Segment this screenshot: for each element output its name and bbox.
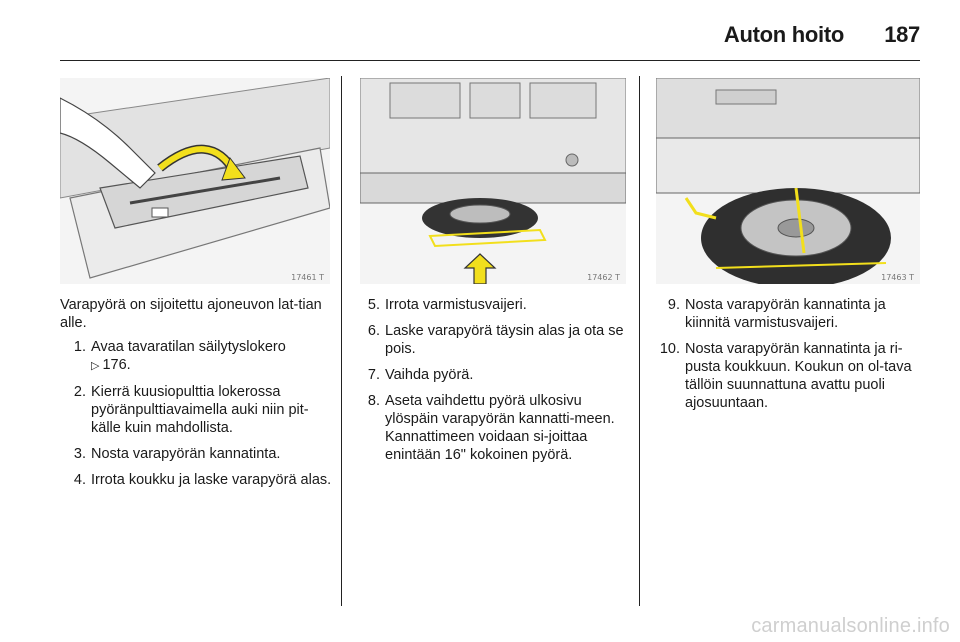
step-number: 3. <box>73 446 86 462</box>
page-reference: 176. <box>102 357 131 373</box>
step-text: Avaa tavaratilan säilytyslokero ▷ 176. <box>91 339 286 373</box>
spare-wheel-lowered-illustration <box>360 78 626 284</box>
step-text: Nosta varapyörän kannatinta. <box>91 446 281 462</box>
step-text: Nosta varapyörän kannatinta ja kiinnitä varmistusvaijeri. <box>685 297 886 331</box>
step-1 <box>66 338 332 375</box>
figure-trunk-compartment <box>60 78 330 284</box>
step-text: Nosta varapyörän kannatinta ja ri-pusta koukkuun. Koukun on ol-tava tällöin suunnattuna avattu puoli ajosuuntaan. <box>685 341 912 411</box>
watermark: carmanualsonline.info <box>751 615 950 637</box>
step-9 <box>652 296 924 332</box>
step-text: Irrota koukku ja laske varapyörä alas. <box>91 472 332 488</box>
page-header <box>60 14 920 61</box>
step-6 <box>360 322 628 358</box>
step-number: 1. <box>73 339 86 355</box>
step-number: 4. <box>73 472 86 488</box>
step-8 <box>360 392 628 464</box>
figure-code: 17461 T <box>291 273 324 282</box>
step-7 <box>360 366 628 384</box>
figure-code: 17463 T <box>881 273 914 282</box>
text-column-right <box>652 296 924 420</box>
trunk-compartment-illustration <box>60 78 330 284</box>
step-text: Aseta vaihdettu pyörä ulkosivu ylöspäin varapyörän kannatti-meen. Kannattimeen voidaan si-joittaa enintään 16" kokoinen pyörä. <box>385 393 615 463</box>
page-number: 187 <box>884 22 920 47</box>
step-3 <box>66 445 332 463</box>
step-2 <box>66 383 332 437</box>
step-number: 7. <box>367 367 380 383</box>
figure-code: 17462 T <box>587 273 620 282</box>
text-column-middle <box>360 296 628 472</box>
intro-paragraph: Varapyörä on sijoitettu ajoneuvon lat-tian alle. <box>60 297 322 331</box>
step-number: 9. <box>667 297 680 313</box>
section-title: Auton hoito <box>723 22 844 47</box>
step-number: 6. <box>367 323 380 339</box>
step-number: 2. <box>73 384 86 400</box>
step-text: Kierrä kuusiopulttia lokerossa pyöränpulttiavaimella auki niin pit-källe kuin mahdollista. <box>91 384 309 436</box>
figure-spare-wheel-raised <box>656 78 920 284</box>
column-divider-2 <box>639 76 640 606</box>
step-4 <box>66 471 332 489</box>
figure-spare-wheel-lowered <box>360 78 626 284</box>
text-column-left <box>60 296 332 497</box>
step-number: 8. <box>367 393 380 409</box>
step-text: Laske varapyörä täysin alas ja ota se pois. <box>385 323 624 357</box>
column-divider-1 <box>341 76 342 606</box>
step-text: Vaihda pyörä. <box>385 367 474 383</box>
spare-wheel-raised-illustration <box>656 78 920 284</box>
step-10 <box>652 340 924 412</box>
step-text: Irrota varmistusvaijeri. <box>385 297 527 313</box>
step-number: 10. <box>659 341 680 357</box>
ref-arrow-icon: ▷ <box>91 360 100 372</box>
step-5 <box>360 296 628 314</box>
step-number: 5. <box>367 297 380 313</box>
